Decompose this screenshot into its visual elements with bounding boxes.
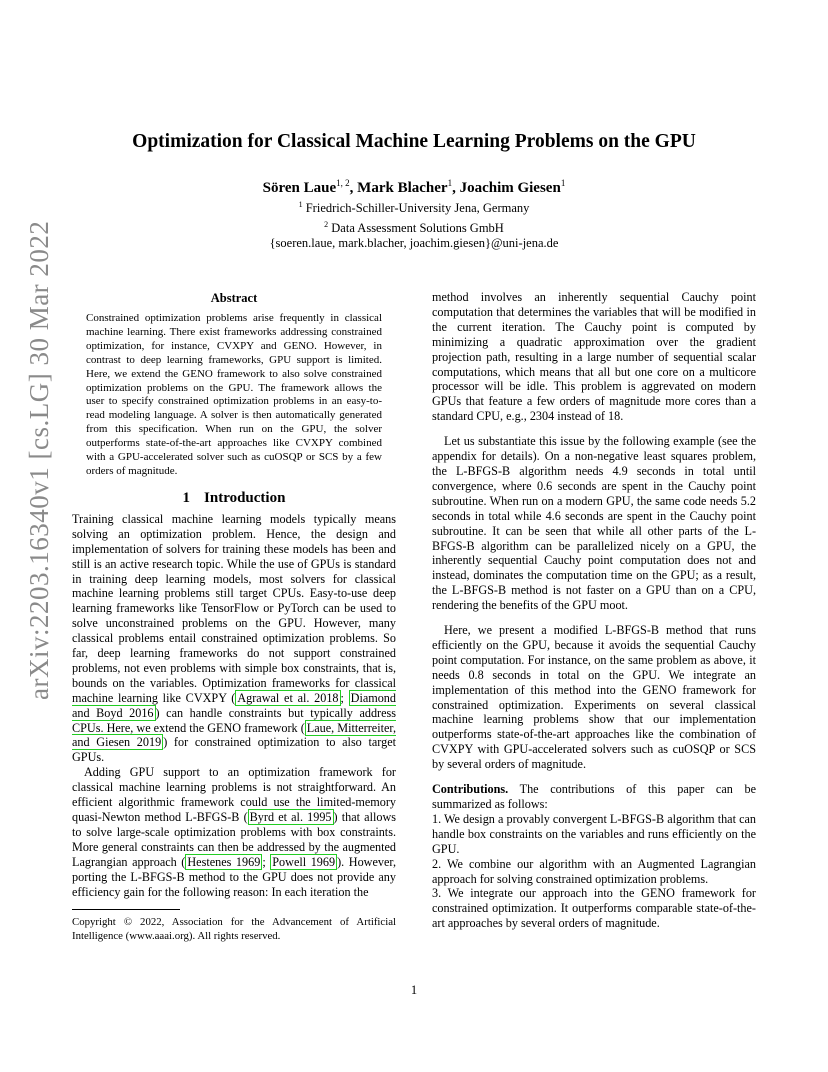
abstract-heading: Abstract [210,291,258,305]
page-number: 1 [410,983,418,997]
author-list: Sören Laue$^{1, 2}$, Mark Blacher$^1$, Joachim Giesen$^1$ [262,178,566,196]
section-title-text: Introduction [204,489,286,506]
intro-paragraph: Adding GPU support to an optimization framework for classical machine learning problems is not straightforward. An efficient algorithmic framework could use the limited-memory quasi-Newton method L-BFGS-B ( Byrd et al. 1995 ) that allows to solve large-scale optimization problems with box constraints. More general constraints can then be addressed by the augmented Lagrangian approach ( Hestenes 1969 ; Powell 1969 ). However, porting the L-BFGS-B method to the GPU does not provide any efficiency gain for the following reason: In each iteration the [72,765,397,899]
author-name: Sören Laue [262,180,337,196]
copyright-footnote: Copyright © 2022, Association for the Advancement of Artificial Intelligence (www.aaai.org). All rights reserved. [72,916,396,942]
contribution-item: 3. We integrate our approach into the GENO framework for constrained optimization. It outperforms comparable state-of-the-art approaches by several orders of magnitude. [432,886,756,931]
citation-link[interactable]: Byrd et al. 1995 [249,810,332,824]
intro-paragraph: method involves an inherently sequential Cauchy point computation that determines the variables that will be modified in the current iteration. The Cauchy point is computed by minimizing a quadratic approximation over the gradient projection path, resulting in a large number of sequential scalar computations, which means that all but one core on a multicore processor will be idle. This problem is aggrevated on modern GPUs that feature a few orders of magnitude more cores than a standard CPU, e.g., 2304 instead of 18. [432,290,756,424]
citation-link[interactable]: Agrawal et al. 2018 [237,690,339,705]
contribution-item: 1. We design a provably convergent L-BFGS-B algorithm that can handle box constraints on the variables and runs efficiently on the GPU. [432,811,756,856]
author-affil-mark: 1 [447,178,453,188]
author-affil-mark: 1, 2 [336,178,350,188]
citation-link[interactable]: Hestenes 1969 [187,854,261,869]
abstract-text: Constrained optimization problems arise frequently in classical machine learning. There exist frameworks addressing constrained optimization, for instance, CVXPY and GENO. However, in contrast to deep learning frameworks, GPU support is limited. Here, we extend the GENO framework to also solve constrained optimization problems on the GPU. The framework allows the user to specify constrained optimization problems in an easy-to-read modeling language. A solver is then automatically generated from this specification. When run on the GPU, the solver outperforms state-of-the-art approaches like CVXPY combined with a GPU-accelerated solver such as cuOSQP or SCS by a few orders of magnitude. [86,312,382,477]
intro-paragraph: Let us substantiate this issue by the following example (see the appendix for details). On a non-negative least squares problem, the L-BFGS-B algorithm needs 4.9 seconds in total until convergence, where 0.6 seconds are spent in the Cauchy point subroutine. When run on a modern GPU, the same code needs 5.2 seconds in total while 4.6 seconds are spent in the Cauchy point subroutine. It can be seen that while all other parts of the L-BFGS-B algorithm can be parallelized nicely on a GPU, the inherently sequential Cauchy point computation does not and instead, dominates the computation time on the GPU; as a result, the L-BFGS-B method is not faster on a GPU than on a CPU, rendering the benefits of the GPU moot. [432,434,756,613]
paper-title: Optimization for Classical Machine Learning Problems on the GPU [132,131,696,152]
author-name: Mark Blacher [357,180,448,196]
author-emails[interactable]: {soeren.laue, mark.blacher, joachim.giesen}@uni-jena.de [269,236,559,251]
right-column [432,290,756,931]
author-name: Joachim Giesen [459,180,561,196]
affiliations [72,197,756,252]
author-affil-mark: 1 [560,178,566,188]
affiliation-line: $^1$ Friedrich-Schiller-University Jena, Germany [298,200,530,216]
intro-paragraph: Here, we present a modified L-BFGS-B method that runs efficiently on the GPU, because it avoids the sequential Cauchy point computation. For instance, on the same problem as above, it needs 0.8 seconds in total on the GPU. We integrate an implementation of this method into the GENO framework for constrained optimization. Experiments on several classical machine learning problems show that our implementation outperforms state-of-the-art approaches like the combination of CVXPY with GPU-accelerated solvers such as cuOSQP or SCS by several orders of magnitude. [432,623,756,772]
intro-paragraph: Training classical machine learning models typically means solving an optimization problem. Hence, the design and implementation of solvers for training these models has been and still is an active research topic. While the use of GPUs is standard in training deep learning models, most solvers for classical machine learning problems still target CPUs. Easy-to-use deep learning frameworks like TensorFlow or PyTorch can be used to solve unconstrained problems on the GPU. However, many classical problems entail constrained optimization problems. So far, deep learning frameworks do not support constrained problems, not even problems with simple box constraints, that is, bounds on the variables. Optimization frameworks for classical machine learning like CVXPY ( Agrawal et al. 2018 ; Diamond and Boyd 2016 ) can handle constraints but typically address CPUs. Here, we extend the GENO framework ( Laue, Mitterreiter, and Giesen 2019 ) for constrained optimization to also target GPUs. [72,511,396,765]
section-heading-introduction [72,489,396,508]
footnote-divider [72,909,180,910]
citation-link[interactable]: Powell 1969 [272,854,336,869]
contributions-paragraph: Contributions. The contributions of this paper can be summarized as follows: [432,782,756,811]
citation-link[interactable]: Diamond and Boyd 2016 [72,690,396,720]
contributions-heading: Contributions. [432,782,509,797]
affiliation-line: $^2$ Data Assessment Solutions GmbH [324,219,504,235]
contribution-item: 2. We combine our algorithm with an Augmented Lagrangian approach for solving constrained optimization problems. [432,856,756,886]
citation-link[interactable]: Laue, Mitterreiter, and Giesen 2019 [72,720,396,750]
section-number: 1 [182,489,191,506]
left-column [72,290,396,943]
arxiv-identifier-text: arXiv:2203.16340v1 [cs.LG] 30 Mar 2022 [24,220,54,700]
